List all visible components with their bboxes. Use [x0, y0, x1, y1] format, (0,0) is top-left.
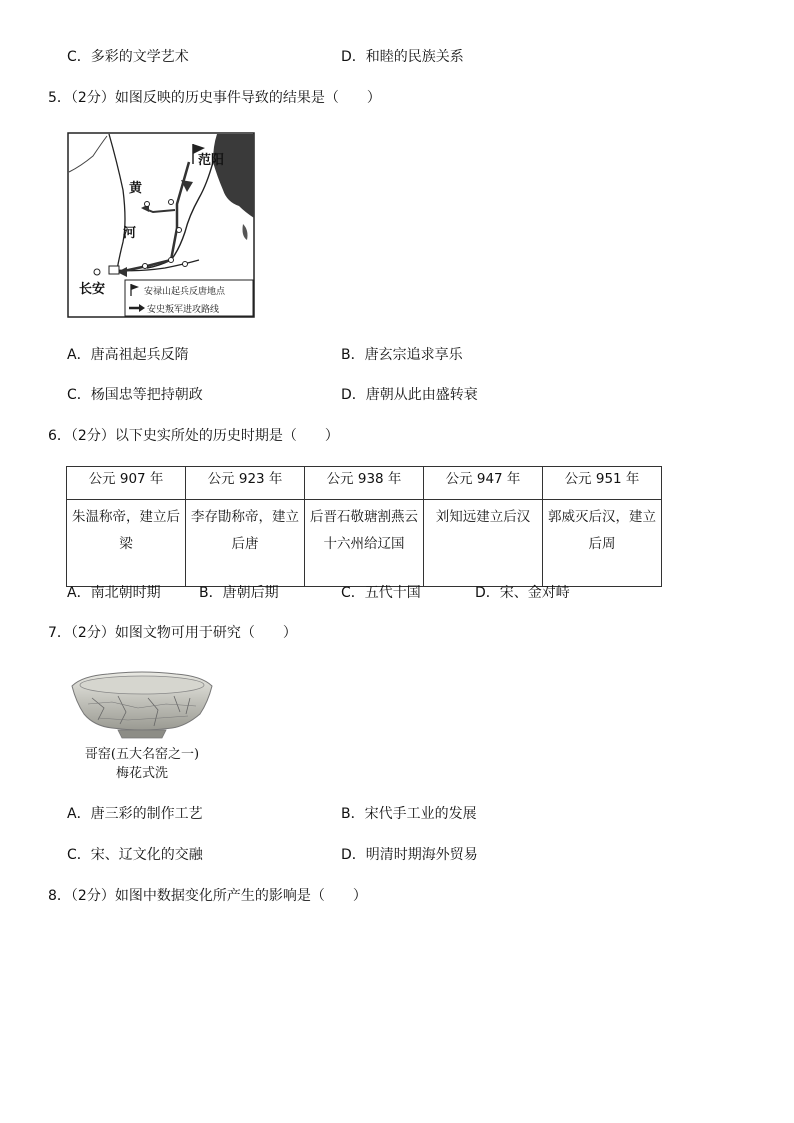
map-label-fanyang: 范阳 [198, 153, 225, 168]
event-line: 李存勖称帝，建立 [191, 509, 299, 525]
q7-stem: 7．（2分）如图文物可用于研究（ ） [48, 625, 297, 641]
map-legend-flag: 安禄山起兵反唐地点 [144, 287, 226, 297]
q7-option-c: C．宋、辽文化的交融 [67, 847, 203, 863]
map-label-he: 河 [123, 226, 137, 241]
event-line: 后周 [588, 536, 616, 552]
event-cell [424, 500, 543, 587]
q5-option-d: D．唐朝从此由盛转衰 [341, 387, 478, 403]
q6-option-a: A．南北朝时期 [67, 585, 161, 601]
event-cell [543, 500, 662, 587]
event-line: 朱温称帝，建立后 [72, 509, 180, 525]
year-cell: 公元 907 年 [67, 467, 186, 500]
table-row-years [67, 467, 662, 500]
event-cell [305, 500, 424, 587]
q6-option-c: C．五代十国 [341, 585, 421, 601]
q7-option-a: A．唐三彩的制作工艺 [67, 806, 203, 822]
year-cell: 公元 951 年 [543, 467, 662, 500]
an-lushan-rebellion-map [67, 132, 255, 318]
event-line: 后晋石敬瑭割燕云 [310, 509, 418, 525]
map-label-huang: 黄 [129, 181, 143, 196]
q5-option-b: B．唐玄宗追求享乐 [341, 347, 463, 363]
q6-option-b: B．唐朝后期 [199, 585, 279, 601]
event-line: 刘知远建立后汉 [435, 509, 531, 525]
map-label-changan: 长安 [79, 282, 106, 297]
q8-stem: 8．（2分）如图中数据变化所产生的影响是（ ） [48, 888, 367, 904]
event-line: 十六州给辽国 [323, 536, 405, 552]
q5-option-a: A．唐高祖起兵反隋 [67, 347, 189, 363]
map-legend-arrow: 安史叛军进攻路线 [147, 305, 220, 315]
year-cell: 公元 923 年 [186, 467, 305, 500]
q4-option-d: D．和睦的民族关系 [341, 49, 464, 65]
q7-option-d: D．明清时期海外贸易 [341, 847, 478, 863]
q7-option-b: B．宋代手工业的发展 [341, 806, 477, 822]
event-cell [67, 500, 186, 587]
event-line: 后唐 [231, 536, 259, 552]
event-line: 郭威灭后汉，建立 [548, 509, 656, 525]
history-events-table [66, 466, 662, 587]
event-cell [186, 500, 305, 587]
q5-option-c: C．杨国忠等把持朝政 [67, 387, 203, 403]
table-row-events [67, 500, 662, 587]
q5-stem: 5．（2分）如图反映的历史事件导致的结果是（ ） [48, 90, 381, 106]
q6-stem: 6．（2分）以下史实所处的历史时期是（ ） [48, 428, 339, 444]
year-cell: 公元 938 年 [305, 467, 424, 500]
q6-option-d: D．宋、金对峙 [475, 585, 570, 601]
q4-option-c: C．多彩的文学艺术 [67, 49, 189, 65]
bowl-caption-line1: 哥窑(五大名窑之一) [84, 747, 200, 762]
event-line: 梁 [119, 536, 133, 552]
year-cell: 公元 947 年 [424, 467, 543, 500]
bowl-caption-line2: 梅花式洗 [115, 766, 168, 781]
